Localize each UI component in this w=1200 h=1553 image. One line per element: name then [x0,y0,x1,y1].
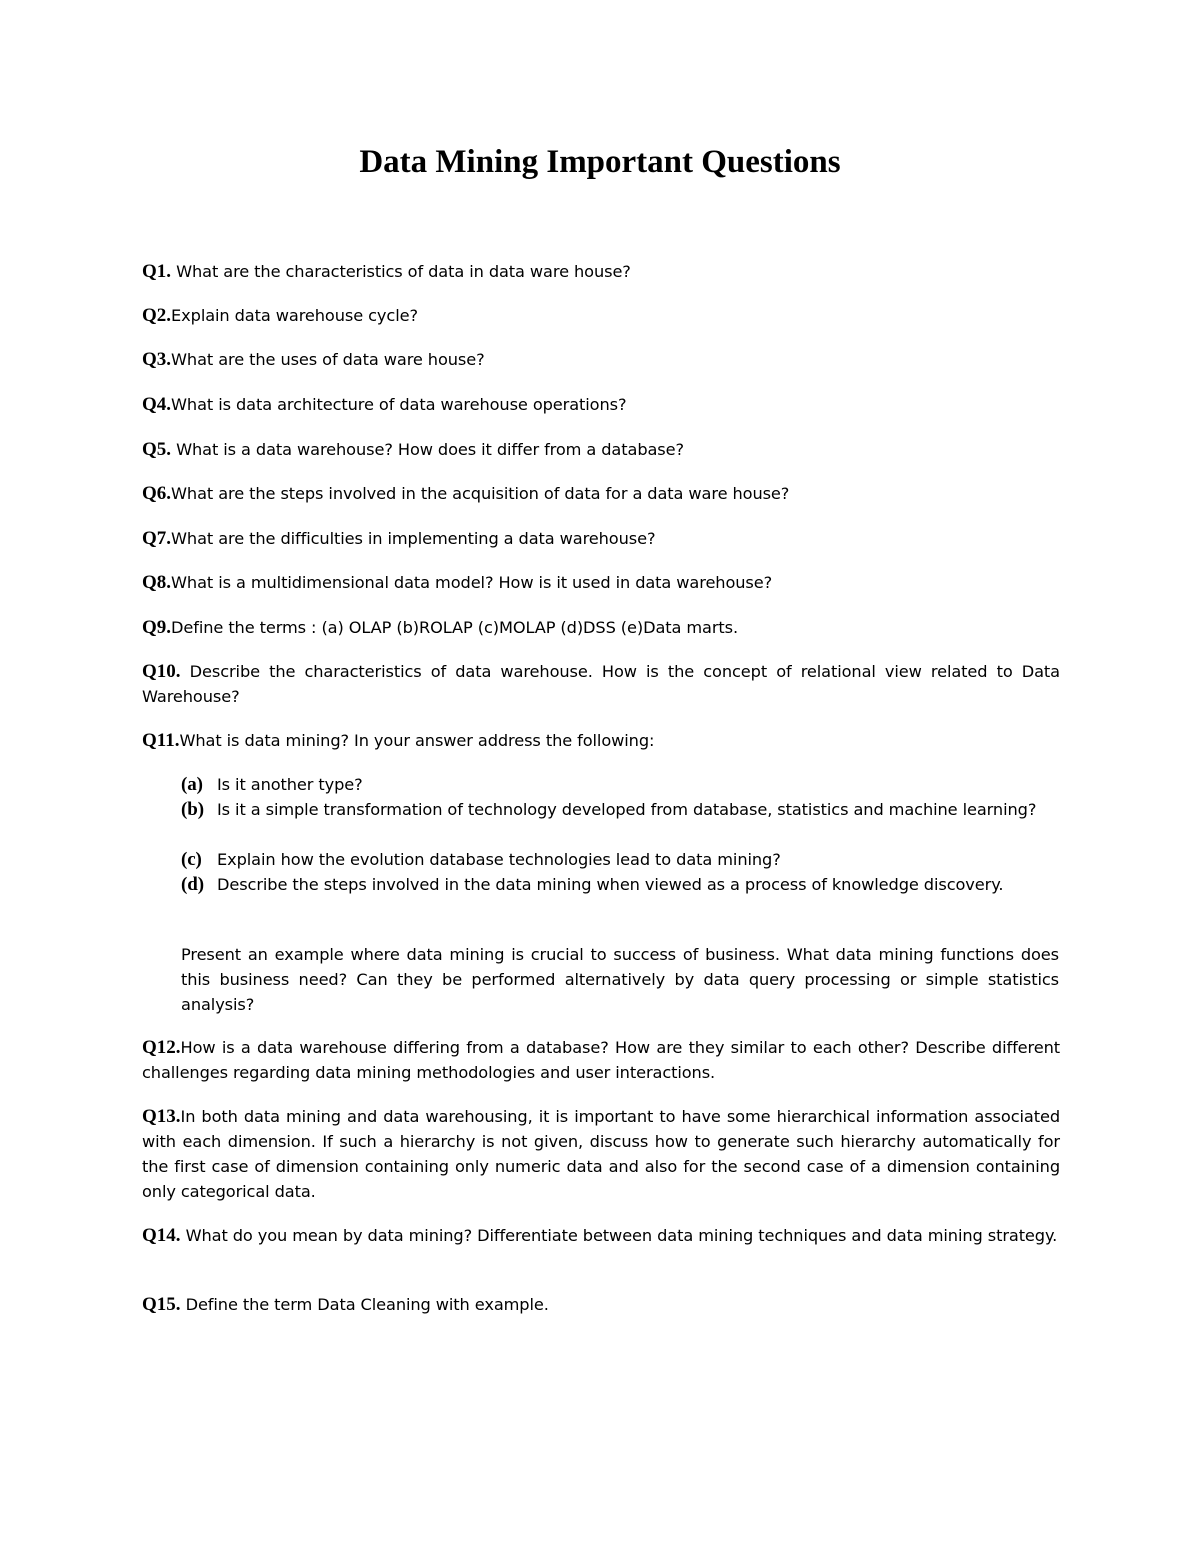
question-number: Q12. [142,1037,181,1058]
question-text: What is a data warehouse? How does it differ from a database? [171,440,684,459]
list-item-text: Describe the steps involved in the data mining when viewed as a process of knowledge discovery. [217,875,1004,894]
question-number: Q9. [142,617,172,638]
question-15 [142,1292,1060,1317]
question-text: Define the terms : (a) OLAP (b)ROLAP (c)MOLAP (d)DSS (e)Data marts. [171,618,739,637]
question-2 [142,303,1060,328]
question-text: What do you mean by data mining? Differentiate between data mining techniques and data mining strategy. [180,1226,1058,1245]
question-5 [142,437,1060,462]
question-12 [142,1035,1060,1085]
question-4 [142,392,1060,417]
question-text: What is data architecture of data warehouse operations? [171,395,627,414]
q11-subitem-c [181,847,1059,872]
list-item-text: Is it another type? [217,775,363,794]
question-number: Q11. [142,730,180,751]
question-number: Q3. [142,349,172,370]
question-number: Q10. [142,661,181,682]
question-1 [142,259,1060,284]
question-6 [142,481,1060,506]
page-title: Data Mining Important Questions [359,144,841,180]
q11-subitem-a [181,772,1059,797]
question-text: Describe the characteristics of data warehouse. How is the concept of relational view related to Data Warehouse? [142,662,1060,706]
question-number: Q2. [142,305,172,326]
question-number: Q8. [142,572,172,593]
question-text: Explain data warehouse cycle? [171,306,418,325]
list-item-text: Explain how the evolution database technologies lead to data mining? [217,850,781,869]
list-marker: (b) [181,799,204,820]
question-13 [142,1104,1060,1204]
question-3 [142,347,1060,372]
list-marker: (d) [181,874,204,895]
question-14 [142,1223,1060,1248]
question-text: Define the term Data Cleaning with example. [180,1295,549,1314]
question-number: Q6. [142,483,172,504]
question-text: What is data mining? In your answer address the following: [179,731,655,750]
question-text: What is a multidimensional data model? How is it used in data warehouse? [171,573,773,592]
question-text: What are the difficulties in implementing a data warehouse? [171,529,656,548]
question-9 [142,615,1060,640]
question-text: How is a data warehouse differing from a database? How are they similar to each other? Describe different challenges regarding data mining methodologies and user interactions. [142,1038,1060,1082]
q11-subitem-d [181,872,1059,897]
list-item-text: Is it a simple transformation of technology developed from database, statistics and machine learning? [217,800,1037,819]
list-marker: (c) [181,849,202,870]
question-number: Q5. [142,439,172,460]
question-7 [142,526,1060,551]
question-number: Q1. [142,261,172,282]
question-number: Q14. [142,1225,181,1246]
question-number: Q4. [142,394,172,415]
question-number: Q7. [142,528,172,549]
question-text: What are the uses of data ware house? [171,350,485,369]
question-number: Q13. [142,1106,181,1127]
question-10 [142,659,1060,709]
question-text: What are the steps involved in the acquisition of data for a data ware house? [171,484,790,503]
q11-paragraph: Present an example where data mining is crucial to success of business. What data mining functions does this business need? Can they be performed alternatively by data query processing or simple statistics analysis? [181,945,1059,1014]
question-11 [142,728,1060,753]
list-marker: (a) [181,774,203,795]
question-number: Q15. [142,1294,181,1315]
question-text: What are the characteristics of data in data ware house? [171,262,631,281]
question-text: In both data mining and data warehousing, it is important to have some hierarchical information associated with each dimension. If such a hierarchy is not given, discuss how to generate such hierarchy automatically for the first case of dimension containing only numeric data and also for the second case of a dimension containing only categorical data. [142,1107,1060,1201]
q11-subitem-b [181,797,1059,822]
question-8 [142,570,1060,595]
